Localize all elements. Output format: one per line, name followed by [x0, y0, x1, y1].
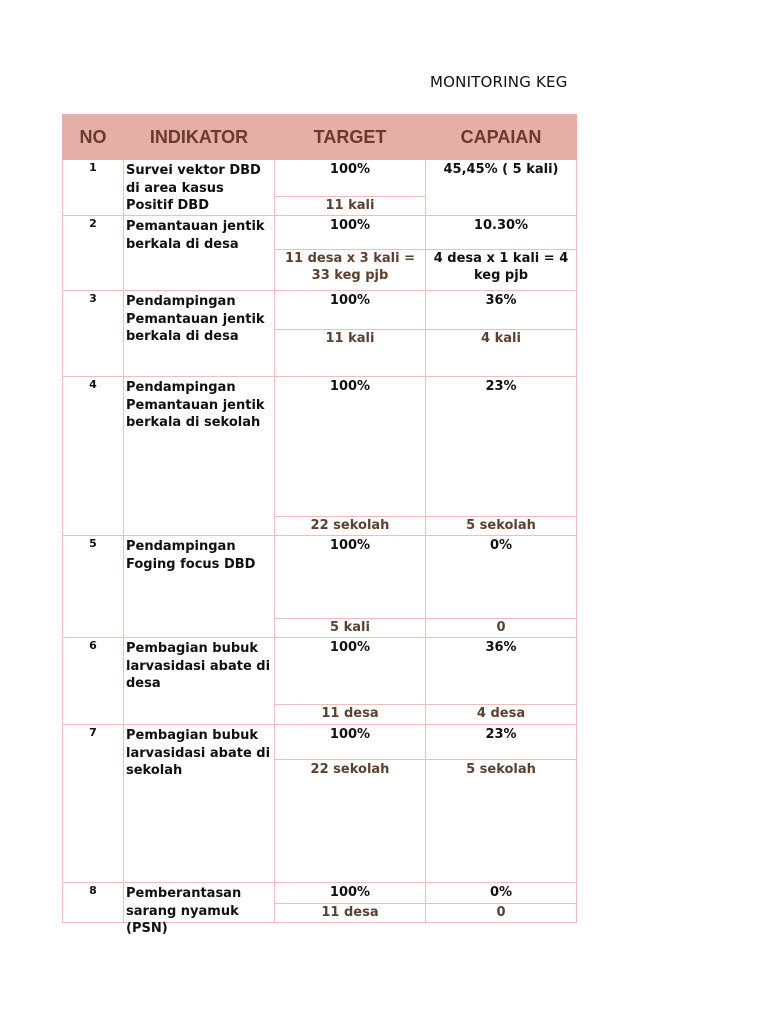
table-row — [63, 291, 577, 330]
capaian-detail: 5 sekolah — [426, 760, 577, 883]
table-row — [63, 725, 577, 760]
target-detail: 11 desa — [275, 903, 426, 923]
indikator-cell: Pendampingan Foging focus DBD — [124, 536, 275, 638]
capaian-percent: 36% — [426, 638, 577, 705]
capaian-detail: 4 desa x 1 kali = 4 keg pjb — [426, 250, 577, 291]
row-number: 5 — [63, 536, 124, 638]
header-indikator: INDIKATOR — [124, 115, 275, 160]
target-percent: 100% — [275, 883, 426, 904]
row-number: 7 — [63, 725, 124, 883]
row-number: 8 — [63, 883, 124, 923]
target-percent: 100% — [275, 377, 426, 517]
target-percent: 100% — [275, 291, 426, 330]
capaian-detail: 0 — [426, 619, 577, 638]
monitoring-table — [62, 114, 577, 936]
target-detail: 5 kali — [275, 619, 426, 638]
capaian-detail: 5 sekolah — [426, 517, 577, 536]
target-detail: 11 desa — [275, 705, 426, 725]
indikator-cell: Survei vektor DBD di area kasus Positif DBD — [124, 160, 275, 216]
table-row — [63, 216, 577, 250]
row-number: 4 — [63, 377, 124, 536]
table-row — [63, 160, 577, 197]
indikator-cell: Pembagian bubuk larvasidasi abate di sekolah — [124, 725, 275, 883]
row-number: 2 — [63, 216, 124, 291]
indikator-cell: Pendampingan Pemantauan jentik berkala di sekolah — [124, 377, 275, 536]
header-row — [63, 115, 577, 160]
capaian-percent: 36% — [426, 291, 577, 330]
target-detail: 11 kali — [275, 197, 426, 216]
target-percent: 100% — [275, 216, 426, 250]
table-row — [63, 377, 577, 517]
capaian-detail: 4 kali — [426, 330, 577, 377]
capaian-percent: 0% — [426, 883, 577, 904]
capaian-percent: 0% — [426, 536, 577, 619]
header-capaian: CAPAIAN — [426, 115, 577, 160]
capaian-percent: 23% — [426, 377, 577, 517]
header-no: NO — [63, 115, 124, 160]
capaian-percent: 10.30% — [426, 216, 577, 250]
target-detail: 22 sekolah — [275, 760, 426, 883]
indikator-cell: Pembagian bubuk larvasidasi abate di desa — [124, 638, 275, 725]
target-percent: 100% — [275, 725, 426, 760]
target-percent: 100% — [275, 638, 426, 705]
row-number: 1 — [63, 160, 124, 216]
target-detail: 22 sekolah — [275, 517, 426, 536]
indikator-cell: Pendampingan Pemantauan jentik berkala di desa — [124, 291, 275, 377]
capaian-percent: 45,45% ( 5 kali) — [426, 160, 577, 216]
target-detail: 11 kali — [275, 330, 426, 377]
indikator-cell — [124, 883, 275, 936]
row-number: 6 — [63, 638, 124, 725]
capaian-detail: 0 — [426, 903, 577, 923]
page-title: MONITORING KEG — [430, 73, 568, 91]
target-detail: 11 desa x 3 kali = 33 keg pjb — [275, 250, 426, 291]
table-row — [63, 638, 577, 705]
target-percent: 100% — [275, 536, 426, 619]
capaian-detail: 4 desa — [426, 705, 577, 725]
row-number: 3 — [63, 291, 124, 377]
indikator-cell: Pemantauan jentik berkala di desa — [124, 216, 275, 291]
table-row — [63, 883, 577, 904]
capaian-percent: 23% — [426, 725, 577, 760]
table-row — [63, 536, 577, 619]
header-target: TARGET — [275, 115, 426, 160]
target-percent: 100% — [275, 160, 426, 197]
indikator-text: Pemberantasan sarang nyamuk (PSN) — [126, 886, 242, 936]
